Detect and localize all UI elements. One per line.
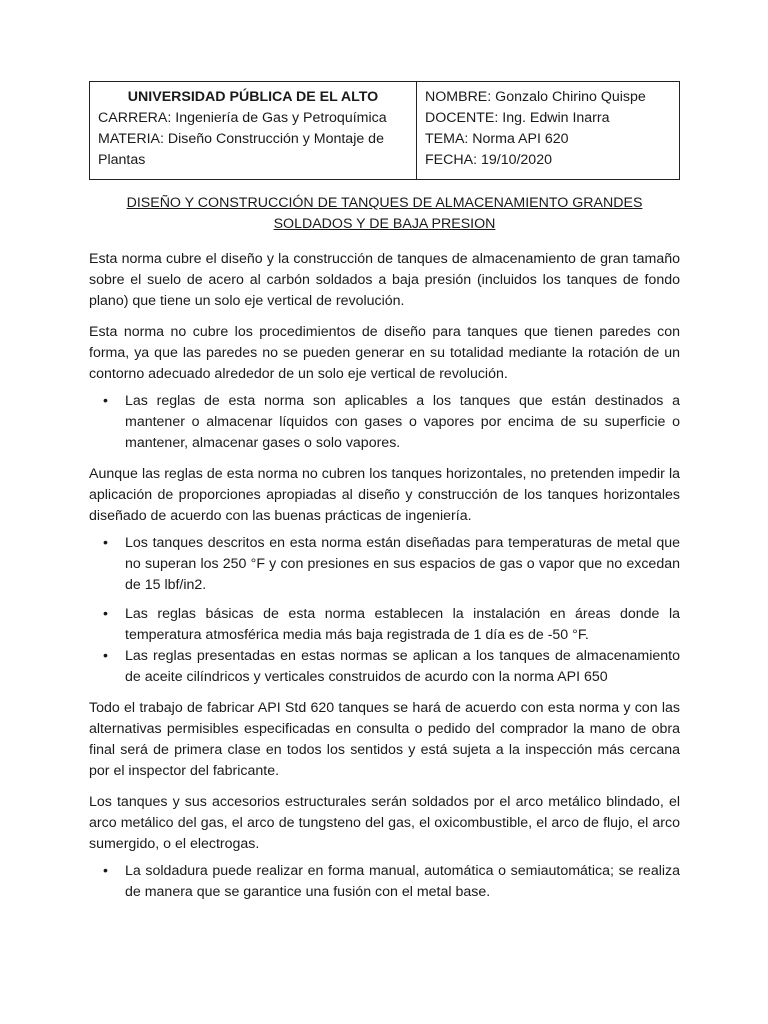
bullet-icon: • [103, 535, 108, 551]
header-left-cell [90, 82, 417, 180]
header-right-cell [417, 82, 680, 180]
paragraph-2: Esta norma no cubre los procedimientos de diseño para tanques que tienen paredes con forma, ya que las paredes no se pueden generar en su totalidad mediante la rotación de un contorno adecuado alrededor de un solo eje vertical de revolución. [89, 324, 680, 382]
paragraph-5: Los tanques y sus accesorios estructurales serán soldados por el arco metálico blindado, el arco metálico del gas, el arco de tungsteno del gas, el oxicombustible, el arco de flujo, el arco sumergido, o el electrogas. [89, 794, 680, 852]
header-table [89, 81, 680, 180]
topic-field: TEMA: Norma API 620 [425, 131, 569, 147]
document-title [89, 193, 680, 235]
bullet-icon: • [103, 606, 108, 622]
bullet-list-3 [89, 861, 680, 903]
bullet-list-2 [89, 533, 680, 688]
list-item [89, 391, 680, 454]
career-field: CARRERA: Ingeniería de Gas y Petroquímica [98, 110, 387, 126]
paragraph-1: Esta norma cubre el diseño y la construcción de tanques de almacenamiento de gran tamaño sobre el suelo de acero al carbón soldados a baja presión (incluidos los tanques de fondo plano) que tiene un solo eje vertical de revolución. [89, 251, 680, 309]
bullet-icon: • [103, 393, 108, 409]
list-item-text: Las reglas básicas de esta norma establecen la instalación en áreas donde la temperatura atmosférica media más baja registrada de 1 día es de -50 °F. [125, 606, 680, 643]
date-field: FECHA: 19/10/2020 [425, 152, 552, 168]
subject-field: MATERIA: Diseño Construcción y Montaje de Plantas [98, 131, 384, 168]
list-item [89, 861, 680, 903]
list-item [89, 646, 680, 688]
document-page [89, 81, 680, 903]
paragraph-3: Aunque las reglas de esta norma no cubren los tanques horizontales, no pretenden impedir la aplicación de proporciones apropiadas al diseño y construcción de los tanques horizontales diseñado de acuerdo con las buenas prácticas de ingeniería. [89, 466, 680, 524]
bullet-icon: • [103, 648, 108, 664]
bullet-icon: • [103, 863, 108, 879]
teacher-field: DOCENTE: Ing. Edwin Inarra [425, 110, 610, 126]
bullet-list-1 [89, 391, 680, 454]
title-line-2: SOLDADOS Y DE BAJA PRESION [273, 216, 496, 232]
title-line-1: DISEÑO Y CONSTRUCCIÓN DE TANQUES DE ALMACENAMIENTO GRANDES [126, 195, 643, 211]
list-item-text: La soldadura puede realizar en forma manual, automática o semiautomática; se realiza de manera que se garantice una fusión con el metal base. [125, 863, 680, 900]
list-item-text: Los tanques descritos en esta norma están diseñadas para temperaturas de metal que no superan los 250 °F y con presiones en sus espacios de gas o vapor que no excedan de 15 lbf/in2. [125, 535, 680, 593]
university-name: UNIVERSIDAD PÚBLICA DE EL ALTO [127, 89, 379, 105]
list-item [89, 604, 680, 646]
list-item-text: Las reglas presentadas en estas normas se aplican a los tanques de almacenamiento de aceite cilíndricos y verticales construidos de acurdo con la norma API 650 [125, 648, 680, 685]
paragraph-4: Todo el trabajo de fabricar API Std 620 tanques se hará de acuerdo con esta norma y con las alternativas permisibles especificadas en consulta o pedido del comprador la mano de obra final será de primera clase en todos los sentidos y está sujeta a la inspección más cercana por el inspector del fabricante. [89, 700, 680, 779]
list-item-text: Las reglas de esta norma son aplicables a los tanques que están destinados a mantener o almacenar líquidos con gases o vapores por encima de su superficie o mantener, almacenar gases o solo vapores. [125, 393, 680, 451]
name-field: NOMBRE: Gonzalo Chirino Quispe [425, 89, 646, 105]
list-item [89, 533, 680, 596]
